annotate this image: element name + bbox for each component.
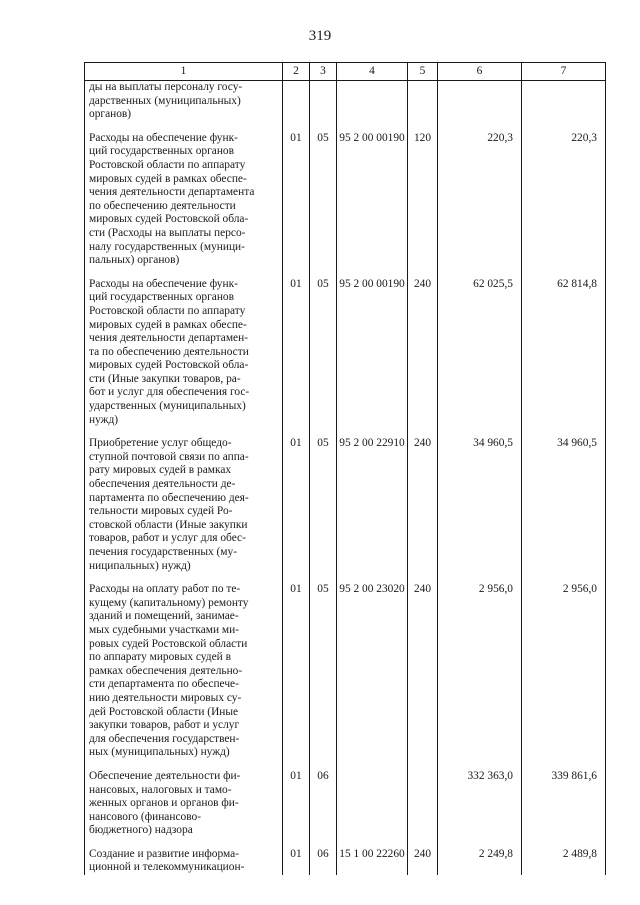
expense-name	[85, 437, 283, 583]
expense-name-line: дарственных (муниципальных)	[89, 94, 241, 107]
header-col-1: 1	[85, 63, 283, 81]
target-article-code	[337, 770, 408, 848]
section-code: 01	[283, 132, 310, 278]
target-article-code: 15 1 00 22260	[337, 848, 408, 875]
expense-name-line: чения деятельности департамента	[89, 186, 255, 199]
expense-name-line: рату мировых судей в рамках	[89, 464, 232, 477]
expense-name-line: нужд)	[89, 413, 119, 426]
amount-year-2: 220,3	[522, 132, 606, 278]
subsection-code: 06	[310, 848, 337, 875]
amount-year-2	[522, 81, 606, 132]
expense-name-line: товаров, работ и услуг для обес-	[89, 532, 246, 545]
subsection-code: 05	[310, 132, 337, 278]
expense-name-line: печения государственных (му-	[89, 546, 238, 558]
page-number: 319	[308, 28, 332, 44]
target-article-code: 95 2 00 23020	[337, 583, 408, 770]
expense-name	[85, 848, 283, 875]
expense-name-line: бюджетного) надзора	[89, 824, 193, 837]
table-row	[85, 583, 606, 770]
expense-name-line: та по обеспечению деятельности	[89, 345, 249, 358]
expense-name-line: мировых судей Ростовской обла-	[89, 359, 249, 372]
expense-name-line: ных (муниципальных) нужд)	[89, 746, 230, 759]
expense-type-code	[408, 770, 438, 848]
expense-name-line: ступной почтовой связи по аппа-	[89, 450, 249, 463]
expense-name-line: зданий и помещений, занимае-	[89, 610, 239, 623]
expense-name-line: Ростовской области по аппарату	[89, 304, 246, 317]
expense-name-line: чения деятельности департамен-	[89, 332, 248, 345]
expense-type-code: 120	[408, 132, 438, 278]
target-article-code	[337, 81, 408, 132]
amount-year-1: 332 363,0	[438, 770, 522, 848]
expense-name	[85, 81, 283, 132]
expense-name-line: Расходы на обеспечение функ-	[89, 131, 238, 144]
header-col-2: 2	[283, 63, 310, 81]
target-article-code: 95 2 00 00190	[337, 278, 408, 438]
expense-name-line: ционной и телекоммуникацион-	[89, 861, 245, 874]
expense-name-line: Ростовской области по аппарату	[89, 158, 246, 171]
expense-name-line: ций государственных органов	[89, 291, 235, 304]
section-code	[283, 81, 310, 132]
expense-name-line: Создание и развитие информа-	[89, 847, 239, 860]
expense-name-line: ниципальных) нужд)	[89, 559, 191, 572]
expense-type-code: 240	[408, 437, 438, 583]
expense-name-line: тельности мировых судей Ро-	[89, 505, 233, 518]
amount-year-1: 34 960,5	[438, 437, 522, 583]
expense-name-line: по аппарату мировых судей в	[89, 651, 231, 664]
section-code: 01	[283, 437, 310, 583]
subsection-code: 05	[310, 583, 337, 770]
expense-name-line: нансового (финансово-	[89, 810, 201, 823]
expense-name-line: ровых судей Ростовской области	[89, 637, 248, 650]
amount-year-1: 62 025,5	[438, 278, 522, 438]
expense-name-line: бот и услуг для обеспечения гос-	[89, 386, 250, 399]
amount-year-1	[438, 81, 522, 132]
expense-type-code: 240	[408, 278, 438, 438]
target-article-code: 95 2 00 00190	[337, 132, 408, 278]
amount-year-1: 2 956,0	[438, 583, 522, 770]
expense-name	[85, 132, 283, 278]
section-code: 01	[283, 848, 310, 875]
amount-year-2: 34 960,5	[522, 437, 606, 583]
expense-name-line: органов)	[89, 108, 132, 121]
expense-name-line: мых судебными участками ми-	[89, 623, 240, 636]
expense-name-line: дей Ростовской области (Иные	[89, 705, 239, 718]
header-col-6: 6	[438, 63, 522, 81]
expense-name-line: мировых судей в рамках обеспе-	[89, 172, 247, 185]
expense-name-line: Приобретение услуг общедо-	[89, 437, 232, 450]
subsection-code	[310, 81, 337, 132]
amount-year-2: 339 861,6	[522, 770, 606, 848]
expense-name-line: пальных) органов)	[89, 254, 180, 267]
header-col-4: 4	[337, 63, 408, 81]
expense-name-line: нансовых, налоговых и тамо-	[89, 783, 232, 796]
table-body	[85, 81, 606, 876]
target-article-code: 95 2 00 22910	[337, 437, 408, 583]
expense-type-code: 240	[408, 583, 438, 770]
expense-name-line: кущему (капитальному) ремонту	[89, 596, 249, 609]
expense-name-line: мировых судей Ростовской обла-	[89, 213, 249, 226]
expense-name-line: обеспечения деятельности де-	[89, 478, 236, 491]
expense-name	[85, 770, 283, 848]
expense-name-line: сти департамента по обеспече-	[89, 678, 239, 691]
section-code: 01	[283, 583, 310, 770]
header-col-7: 7	[522, 63, 606, 81]
expense-name-line: ударственных (муниципальных)	[89, 400, 246, 413]
expense-name-line: для обеспечения государствен-	[89, 732, 240, 745]
budget-table	[84, 62, 606, 875]
table-row	[85, 132, 606, 278]
expense-name-line: Обеспечение деятельности фи-	[89, 769, 241, 782]
table-row	[85, 81, 606, 132]
header-col-5: 5	[408, 63, 438, 81]
header-col-3: 3	[310, 63, 337, 81]
subsection-code: 05	[310, 437, 337, 583]
expense-name-line: женных органов и органов фи-	[89, 797, 239, 810]
expense-name-line: налу государственных (муници-	[89, 240, 245, 253]
expense-name-line: мировых судей в рамках обеспе-	[89, 318, 247, 331]
amount-year-1: 220,3	[438, 132, 522, 278]
table-row	[85, 437, 606, 583]
table-row	[85, 848, 606, 875]
subsection-code: 06	[310, 770, 337, 848]
table-row	[85, 770, 606, 848]
expense-name-line: сти (Иные закупки товаров, ра-	[89, 372, 241, 385]
amount-year-2: 62 814,8	[522, 278, 606, 438]
expense-type-code: 240	[408, 848, 438, 875]
expense-name-line: рамках обеспечения деятельно-	[89, 664, 243, 677]
expense-name-line: нию деятельности мировых су-	[89, 691, 242, 704]
amount-year-2: 2 956,0	[522, 583, 606, 770]
expense-name-line: партамента по обеспечению дея-	[89, 491, 249, 504]
subsection-code: 05	[310, 278, 337, 438]
expense-name-line: ды на выплаты персоналу госу-	[89, 81, 243, 93]
expense-name-line: по обеспечению деятельности	[89, 199, 236, 212]
expense-name-line: Расходы на обеспечение функ-	[89, 277, 238, 290]
amount-year-1: 2 249,8	[438, 848, 522, 875]
expense-type-code	[408, 81, 438, 132]
expense-name-line: Расходы на оплату работ по те-	[89, 583, 241, 596]
expense-name	[85, 583, 283, 770]
table-row	[85, 278, 606, 438]
expense-name	[85, 278, 283, 438]
expense-name-line: закупки товаров, работ и услуг	[89, 719, 240, 732]
expense-name-line: сти (Расходы на выплаты персо-	[89, 226, 246, 239]
expense-name-line: стовской области (Иные закупки	[89, 518, 248, 531]
section-code: 01	[283, 278, 310, 438]
section-code: 01	[283, 770, 310, 848]
amount-year-2: 2 489,8	[522, 848, 606, 875]
expense-name-line: ций государственных органов	[89, 145, 235, 158]
table-header-row	[85, 63, 606, 81]
